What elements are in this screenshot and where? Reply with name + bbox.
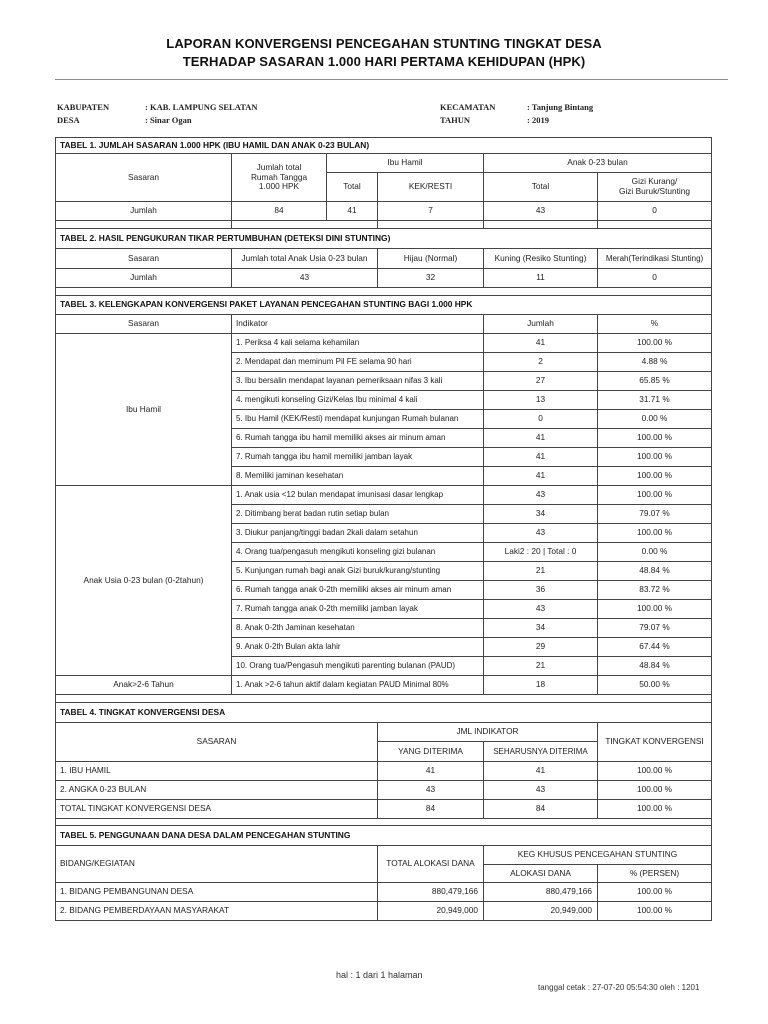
desa-label: DESA — [57, 115, 80, 125]
table1-row-label: Jumlah — [55, 201, 232, 221]
table3-persen: 100.00 % — [597, 599, 712, 619]
table3-indikator: 2. Mendapat dan meminum Pil FE selama 90 hari — [231, 352, 484, 372]
table3-indikator: 8. Anak 0-2th Jaminan kesehatan — [231, 618, 484, 638]
table1-ibu-total-value: 41 — [326, 201, 378, 221]
table3-jumlah: 41 — [483, 333, 598, 353]
table3-persen: 100.00 % — [597, 428, 712, 448]
table1-header-rumah-tangga — [231, 153, 327, 202]
table3-indikator: 1. Periksa 4 kali selama kehamilan — [231, 333, 484, 353]
table3-jumlah: 36 — [483, 580, 598, 600]
table1-rumah-tangga-value: 84 — [231, 201, 327, 221]
table3-indikator: 3. Ibu bersalin mendapat layanan pemeriksaan nifas 3 kali — [231, 371, 484, 391]
desa-value: : Sinar Ogan — [145, 115, 192, 125]
table3-persen: 100.00 % — [597, 523, 712, 543]
table3-indikator: 4. mengikuti konseling Gizi/Kelas Ibu minimal 4 kali — [231, 390, 484, 410]
table4-tingkat: 100.00 % — [597, 780, 712, 800]
table2-hijau-value: 32 — [377, 268, 484, 288]
table1-header-rumah-tangga-line3: 1.000 HPK — [258, 181, 300, 192]
table1-header-anak: Anak 0-23 bulan — [483, 153, 712, 173]
table1-header-ibu-hamil: Ibu Hamil — [326, 153, 484, 173]
table1-header-kek-resti: KEK/RESTI — [377, 172, 484, 202]
table3-jumlah: 43 — [483, 485, 598, 505]
table3-group-sasaran: Anak>2-6 Tahun — [55, 675, 232, 695]
table2-header-merah: Merah(Terindikasi Stunting) — [597, 248, 712, 269]
table4-header-yang-diterima: YANG DITERIMA — [377, 741, 484, 762]
table3-persen: 31.71 % — [597, 390, 712, 410]
table2-merah-value: 0 — [597, 268, 712, 288]
table2-header-kuning: Kuning (Resiko Stunting) — [483, 248, 598, 269]
table3-persen: 100.00 % — [597, 447, 712, 467]
table4-title: TABEL 4. TINGKAT KONVERGENSI DESA — [55, 702, 712, 723]
tahun-value: : 2019 — [527, 115, 549, 125]
table4-header-sasaran: SASARAN — [55, 722, 378, 762]
table3-indikator: 7. Rumah tangga ibu hamil memiliki jamban layak — [231, 447, 484, 467]
table4-tingkat: 100.00 % — [597, 761, 712, 781]
table3-persen: 67.44 % — [597, 637, 712, 657]
table4-seharusnya: 43 — [483, 780, 598, 800]
table3-jumlah: 41 — [483, 447, 598, 467]
table3-indikator: 1. Anak usia <12 bulan mendapat imunisasi dasar lengkap — [231, 485, 484, 505]
table3-persen: 48.84 % — [597, 656, 712, 676]
table3-persen: 83.72 % — [597, 580, 712, 600]
table2-kuning-value: 11 — [483, 268, 598, 288]
table4-header-tingkat: TINGKAT KONVERGENSI — [597, 722, 712, 762]
table4-yang-diterima: 84 — [377, 799, 484, 819]
table4-sasaran: 1. IBU HAMIL — [55, 761, 378, 781]
table3-header-persen: % — [597, 314, 712, 334]
table3-jumlah: 34 — [483, 618, 598, 638]
table3-persen: 0.00 % — [597, 409, 712, 429]
table3-persen: 100.00 % — [597, 333, 712, 353]
kecamatan-label: KECAMATAN — [440, 102, 496, 112]
table1-kek-resti-value: 7 — [377, 201, 484, 221]
table3-jumlah: 29 — [483, 637, 598, 657]
table5-header-total-alokasi: TOTAL ALOKASI DANA — [377, 845, 484, 883]
table2-header-jumlah-anak: Jumlah total Anak Usia 0-23 bulan — [231, 248, 378, 269]
table4-yang-diterima: 41 — [377, 761, 484, 781]
table3-persen: 100.00 % — [597, 485, 712, 505]
table3-jumlah: 18 — [483, 675, 598, 695]
table3-group-sasaran: Ibu Hamil — [55, 333, 232, 486]
table1-header-sasaran: Sasaran — [55, 153, 232, 202]
table3-jumlah: 21 — [483, 656, 598, 676]
table3-jumlah: 41 — [483, 466, 598, 486]
table3-jumlah: 2 — [483, 352, 598, 372]
report-title-line2: TERHADAP SASARAN 1.000 HARI PERTAMA KEHIDUPAN (HPK) — [182, 54, 586, 69]
table3-persen: 79.07 % — [597, 504, 712, 524]
table4-seharusnya: 41 — [483, 761, 598, 781]
table5-header-keg-khusus: KEG KHUSUS PENCEGAHAN STUNTING — [483, 845, 712, 865]
table3-indikator: 3. Diukur panjang/tinggi badan 2kali dalam setahun — [231, 523, 484, 543]
table5-title: TABEL 5. PENGGUNAAN DANA DESA DALAM PENCEGAHAN STUNTING — [55, 825, 712, 846]
table3-jumlah: 0 — [483, 409, 598, 429]
table5-total-alokasi: 880,479,166 — [377, 882, 484, 902]
table3-persen: 50.00 % — [597, 675, 712, 695]
page-number: hal : 1 dari 1 halaman — [336, 970, 423, 980]
table3-jumlah: 21 — [483, 561, 598, 581]
table3-jumlah: 13 — [483, 390, 598, 410]
table3-indikator: 5. Kunjungan rumah bagi anak Gizi buruk/kurang/stunting — [231, 561, 484, 581]
table3-header-jumlah: Jumlah — [483, 314, 598, 334]
table5-alokasi-dana: 880,479,166 — [483, 882, 598, 902]
table4-seharusnya: 84 — [483, 799, 598, 819]
table1-anak-total-value: 43 — [483, 201, 598, 221]
table1-title: TABEL 1. JUMLAH SASARAN 1.000 HPK (IBU HAMIL DAN ANAK 0-23 BULAN) — [55, 137, 712, 154]
table3-group-sasaran: Anak Usia 0-23 bulan (0-2tahun) — [55, 485, 232, 676]
table2-header-hijau: Hijau (Normal) — [377, 248, 484, 269]
table2-title: TABEL 2. HASIL PENGUKURAN TIKAR PERTUMBUHAN (DETEKSI DINI STUNTING) — [55, 228, 712, 249]
table3-persen: 65.85 % — [597, 371, 712, 391]
table5-header-persen: % (PERSEN) — [597, 864, 712, 883]
table3-persen: 4.88 % — [597, 352, 712, 372]
table3-jumlah: 27 — [483, 371, 598, 391]
table3-title: TABEL 3. KELENGKAPAN KONVERGENSI PAKET LAYANAN PENCEGAHAN STUNTING BAGI 1.000 HPK — [55, 295, 712, 315]
table3-jumlah: 43 — [483, 599, 598, 619]
table5-bidang: 1. BIDANG PEMBANGUNAN DESA — [55, 882, 378, 902]
kabupaten-value: : KAB. LAMPUNG SELATAN — [145, 102, 258, 112]
table1-header-ibu-total: Total — [326, 172, 378, 202]
table3-indikator: 9. Anak 0-2th Bulan akta lahir — [231, 637, 484, 657]
table3-indikator: 8. Memiliki jaminan kesehatan — [231, 466, 484, 486]
kabupaten-label: KABUPATEN — [57, 102, 110, 112]
tahun-label: TAHUN — [440, 115, 471, 125]
table3-jumlah: 34 — [483, 504, 598, 524]
kecamatan-value: : Tanjung Bintang — [527, 102, 594, 112]
print-timestamp: tanggal cetak : 27-07-20 05:54:30 oleh : 1201 — [538, 983, 700, 992]
table3-indikator: 1. Anak >2-6 tahun aktif dalam kegiatan PAUD Minimal 80% — [231, 675, 484, 695]
table1-header-anak-total: Total — [483, 172, 598, 202]
table3-indikator: 7. Rumah tangga anak 0-2th memiliki jamban layak — [231, 599, 484, 619]
table5-header-bidang: BIDANG/KEGIATAN — [55, 845, 378, 883]
table5-bidang: 2. BIDANG PEMBERDAYAAN MASYARAKAT — [55, 901, 378, 921]
table5-persen: 100.00 % — [597, 882, 712, 902]
table3-jumlah: Laki2 : 20 | Total : 0 — [483, 542, 598, 562]
table3-persen: 79.07 % — [597, 618, 712, 638]
table1-header-rumah-tangga-line1: Jumlah total — [256, 162, 302, 173]
table4-yang-diterima: 43 — [377, 780, 484, 800]
table1-header-gizi-line2: Gizi Buruk/Stunting — [618, 186, 691, 196]
table1-header-gizi — [597, 172, 712, 202]
table1-gizi-value: 0 — [597, 201, 712, 221]
table3-header-sasaran: Sasaran — [55, 314, 232, 334]
table2-header-sasaran: Sasaran — [55, 248, 232, 269]
table4-header-seharusnya: SEHARUSNYA DITERIMA — [483, 741, 598, 762]
table3-jumlah: 41 — [483, 428, 598, 448]
table2-jumlah-anak-value: 43 — [231, 268, 378, 288]
table3-indikator: 10. Orang tua/Pengasuh mengikuti parenting bulanan (PAUD) — [231, 656, 484, 676]
table3-jumlah: 43 — [483, 523, 598, 543]
table1-header-gizi-line1: Gizi Kurang/ — [631, 176, 678, 187]
table5-header-alokasi-dana: ALOKASI DANA — [483, 864, 598, 883]
table5-persen: 100.00 % — [597, 901, 712, 921]
table4-tingkat: 100.00 % — [597, 799, 712, 819]
table4-header-jml-indikator: JML INDIKATOR — [377, 722, 598, 742]
table3-persen: 0.00 % — [597, 542, 712, 562]
table3-indikator: 6. Rumah tangga anak 0-2th memiliki akses air minum aman — [231, 580, 484, 600]
table3-indikator: 2. Ditimbang berat badan rutin setiap bulan — [231, 504, 484, 524]
table3-indikator: 6. Rumah tangga ibu hamil memiliki akses air minum aman — [231, 428, 484, 448]
table3-persen: 100.00 % — [597, 466, 712, 486]
table2-row-label: Jumlah — [55, 268, 232, 288]
table5-total-alokasi: 20,949,000 — [377, 901, 484, 921]
table4-sasaran: TOTAL TINGKAT KONVERGENSI DESA — [55, 799, 378, 819]
table3-header-indikator: Indikator — [231, 314, 484, 334]
table1-header-rumah-tangga-line2: Rumah Tangga — [250, 171, 308, 182]
table3-persen: 48.84 % — [597, 561, 712, 581]
table3-indikator: 5. Ibu Hamil (KEK/Resti) mendapat kunjungan Rumah bulanan — [231, 409, 484, 429]
table3-indikator: 4. Orang tua/pengasuh mengikuti konseling gizi bulanan — [231, 542, 484, 562]
table5-alokasi-dana: 20,949,000 — [483, 901, 598, 921]
header-divider — [55, 79, 728, 80]
report-title-line1: LAPORAN KONVERGENSI PENCEGAHAN STUNTING TINGKAT DESA — [166, 36, 602, 51]
table4-sasaran: 2. ANGKA 0-23 BULAN — [55, 780, 378, 800]
